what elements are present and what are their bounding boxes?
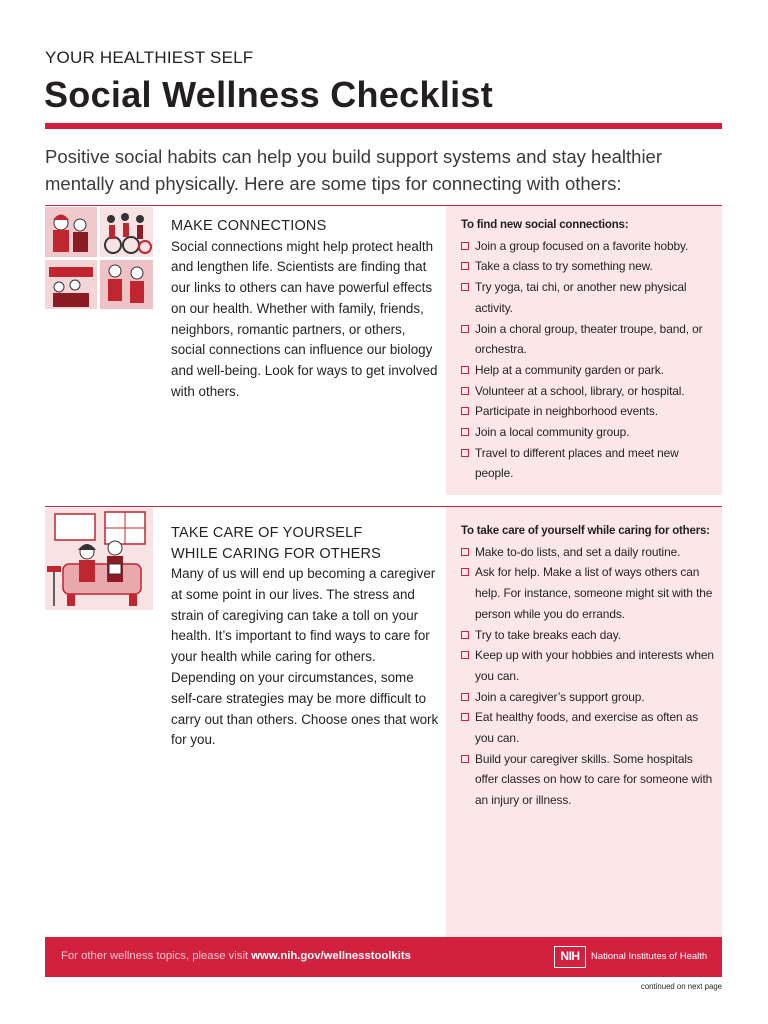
checkbox-icon[interactable]: [461, 651, 469, 659]
checkbox-icon[interactable]: [461, 407, 469, 415]
checkbox-icon[interactable]: [461, 631, 469, 639]
footer-text: For other wellness topics, please visit www.nih.gov/wellnesstoolkits: [61, 950, 411, 962]
checklist-item: Try yoga, tai chi, or another new physical activity.: [461, 277, 719, 318]
checklist-item: Join a group focused on a favorite hobby.: [461, 236, 719, 257]
checkbox-icon[interactable]: [461, 325, 469, 333]
checklist-connections: [461, 215, 719, 484]
checkbox-icon[interactable]: [461, 693, 469, 701]
checkbox-icon[interactable]: [461, 262, 469, 270]
intro-text: Positive social habits can help you build support systems and stay healthier mentally and physically. Here are some tips for connecting with others:: [45, 146, 663, 194]
section-heading: MAKE CONNECTIONS: [171, 218, 327, 234]
kicker: YOUR HEALTHIEST SELF: [45, 48, 254, 67]
checklist-item: Try to take breaks each day.: [461, 625, 719, 646]
checkbox-icon[interactable]: [461, 568, 469, 576]
checklist-caregiving: [461, 521, 719, 811]
checklist-item: Join a local community group.: [461, 422, 719, 443]
checklist-item: Travel to different places and meet new people.: [461, 443, 719, 484]
checkbox-icon[interactable]: [461, 242, 469, 250]
checkbox-icon[interactable]: [461, 283, 469, 291]
checklist-item: Keep up with your hobbies and interests when you can.: [461, 645, 719, 686]
checkbox-icon[interactable]: [461, 366, 469, 374]
footer-bar: [45, 937, 722, 977]
checklist-item: Take a class to try something new.: [461, 256, 719, 277]
footer-link[interactable]: www.nih.gov/wellnesstoolkits: [251, 950, 411, 962]
continued-note: continued on next page: [640, 982, 722, 991]
checkbox-icon[interactable]: [461, 548, 469, 556]
checklist-item: Ask for help. Make a list of ways others can help. For instance, someone might sit with the person while you do errands.: [461, 562, 719, 624]
nih-name: National Institutes of Health: [591, 951, 708, 962]
checklist-item: Build your caregiver skills. Some hospitals offer classes on how to care for someone with an injury or illness.: [461, 749, 719, 811]
checkbox-icon[interactable]: [461, 428, 469, 436]
checklist-item: Volunteer at a school, library, or hospital.: [461, 381, 719, 402]
connections-illustration: [45, 207, 153, 309]
checkbox-icon[interactable]: [461, 755, 469, 763]
checklist-item: Participate in neighborhood events.: [461, 401, 719, 422]
section-take-care: [171, 523, 441, 751]
checkbox-icon[interactable]: [461, 449, 469, 457]
checklist-item: Join a choral group, theater troupe, band, or orchestra.: [461, 319, 719, 360]
section-heading: TAKE CARE OF YOURSELF: [171, 525, 363, 541]
section-body: Many of us will end up becoming a caregiver at some point in our lives. The stress and strain of caregiving can take a toll on your health. It’s important to find ways to care for your health while caring for others. Depending on your circumstances, some self-care strategies may be more difficult to carry out than others. Choose ones that work for you.: [171, 566, 439, 748]
checklist-title: To take care of yourself while caring for others:: [461, 525, 710, 537]
checklist-item: Join a caregiver’s support group.: [461, 687, 719, 708]
section-body: Social connections might help protect health and lengthen life. Scientists are finding that our links to others can have powerful effects on our health. Whether with family, friends, neighbors, romantic partners, or others, social connections can influence our biology and well-being. Look for ways to get involved with others.: [171, 238, 438, 400]
section-make-connections: [171, 216, 441, 403]
header-rule: [45, 123, 722, 129]
caregiving-illustration: [45, 508, 153, 610]
checklist-item: Make to-do lists, and set a daily routine.: [461, 542, 719, 563]
section-heading: WHILE CARING FOR OTHERS: [171, 545, 382, 562]
checklist-item: Eat healthy foods, and exercise as often as you can.: [461, 707, 719, 748]
nih-logo: NIH: [554, 946, 586, 968]
checklist-item: Help at a community garden or park.: [461, 360, 719, 381]
checkbox-icon[interactable]: [461, 713, 469, 721]
checklist-title: To find new social connections:: [461, 219, 629, 231]
page-title: Social Wellness Checklist: [44, 74, 494, 115]
checkbox-icon[interactable]: [461, 387, 469, 395]
